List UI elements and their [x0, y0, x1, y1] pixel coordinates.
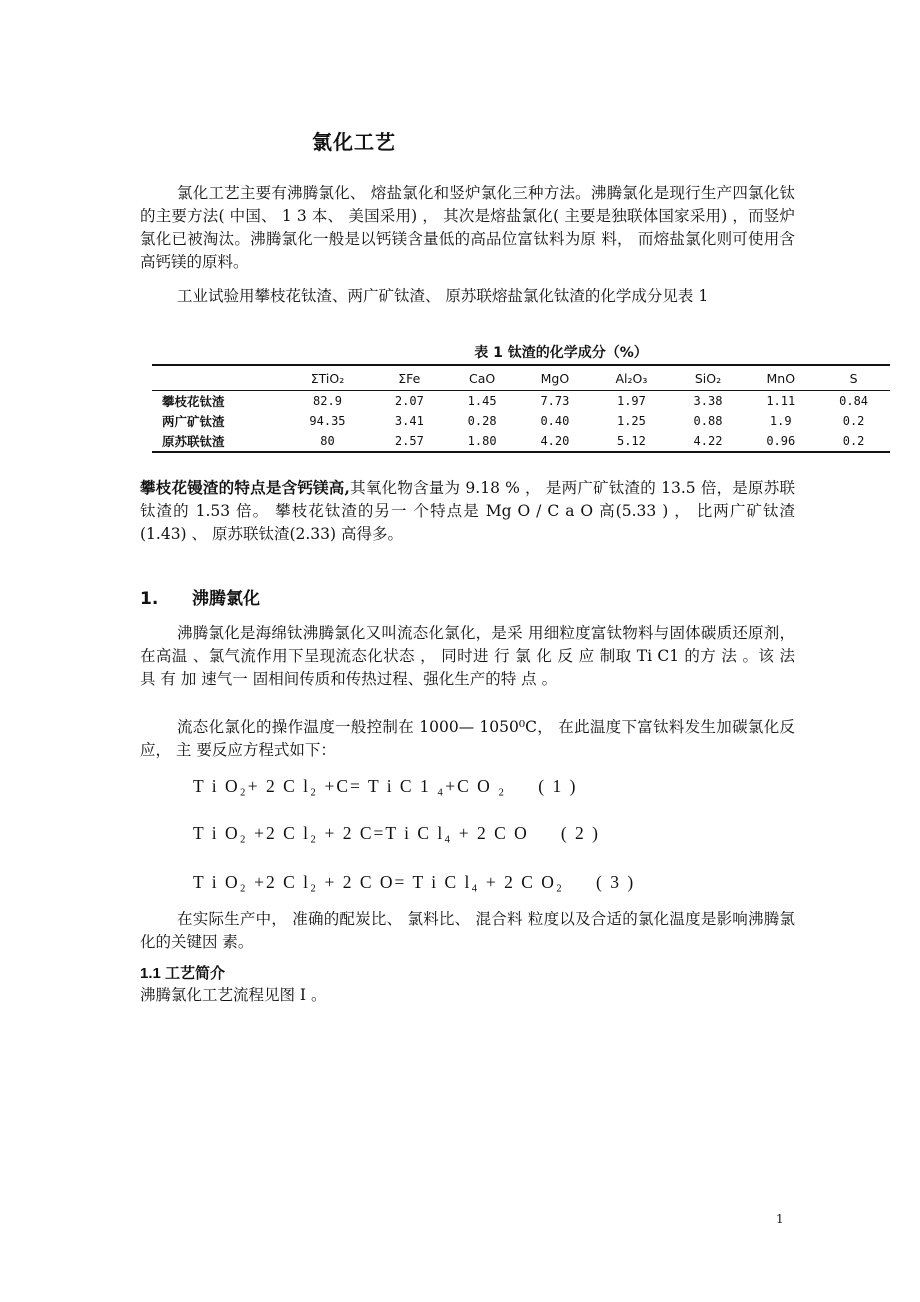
section1-paragraph-1: 沸腾氯化是海绵钛沸腾氯化又叫流态化氯化，是采 用细粒度富钛物料与固体碳质还原剂，在高温 、氯气流作用下呈现流态化状态 ， 同时进 行 氯 化 反 应 制取 Ti C1 的方 法 。该 法 具 有 加 速气一 固相间传质和传热过程、强化生产的特 点 。 — [140, 624, 795, 688]
composition-table — [152, 364, 890, 453]
table-cell: 94.35 — [309, 414, 346, 428]
row-label: 两广矿钛渣 — [162, 414, 225, 429]
table-caption: 表 1 钛渣的化学成分（%） — [474, 345, 648, 361]
table-cell: 4.20 — [540, 434, 570, 448]
table-cell: 80 — [320, 434, 335, 448]
table-cell: 2.57 — [394, 434, 424, 448]
equation-2-body: T i O₂ +2 C l₂ + 2 C=T i C l₄ + 2 C O — [193, 823, 529, 843]
table-header-cell: ΣFe — [398, 370, 421, 386]
section-title: 沸腾氯化 — [192, 589, 260, 609]
equation-3 — [193, 872, 635, 893]
table-cell: 2.07 — [394, 394, 424, 408]
table-row — [152, 411, 890, 431]
section-number: 1. — [140, 589, 159, 609]
table-cell: 1.11 — [766, 394, 796, 408]
page-number: 1 — [776, 1212, 784, 1226]
table-cell: 1.97 — [616, 394, 646, 408]
section-heading — [140, 584, 260, 609]
equation-3-number: ( 3 ) — [596, 872, 636, 892]
paragraph-lead-bold: 攀枝花镘渣的特点是含钙镁高, — [140, 478, 350, 497]
table-row — [152, 391, 890, 412]
table-cell: 0.28 — [467, 414, 497, 428]
table-cell: 1.25 — [616, 414, 646, 428]
paragraph-body: 其氧化物含量为 9.18 % ， 是两广矿钛渣的 13.5 倍，是原苏联钛渣的 1.53 倍。 攀枝花钛渣的另一 个特点是 Mg O / C a O 高(5.33 ) ， 比两广矿钛渣(1.43) 、 原苏联钛渣(2.33) 高得多。 — [140, 479, 795, 543]
table-cell: 0.96 — [766, 434, 796, 448]
table-cell: 0.2 — [842, 414, 865, 428]
table-row — [152, 431, 890, 452]
pangang-slag-paragraph — [140, 476, 795, 546]
table-header-cell — [152, 365, 282, 391]
row-label: 攀枝花钛渣 — [162, 394, 225, 409]
table-cell: 3.38 — [693, 394, 723, 408]
table-cell: 0.40 — [540, 414, 570, 428]
table-cell: 4.22 — [693, 434, 723, 448]
section1-paragraph-3: 在实际生产中， 准确的配炭比、 氯料比、 混合料 粒度以及合适的氯化温度是影响沸腾氯化的关键因 素。 — [140, 910, 795, 951]
table-cell: 1.9 — [769, 414, 792, 428]
table-header-cell: Al₂O₃ — [615, 370, 648, 386]
equation-1-number: ( 1 ) — [538, 776, 578, 796]
equation-3-body: T i O₂ +2 C l₂ + 2 C O= T i C l₄ + 2 C O₂ — [193, 872, 564, 892]
table-header-cell: MnO — [766, 370, 796, 386]
table-header-cell: MgO — [540, 370, 570, 386]
equation-1-body: T i O₂+ 2 C l₂ +C= T i C 1 ₄+C O ₂ — [193, 776, 507, 796]
table-cell: 1.80 — [467, 434, 497, 448]
table-cell: 5.12 — [616, 434, 646, 448]
equation-1 — [193, 776, 577, 797]
composition-table-block — [152, 342, 890, 464]
table-cell: 82.9 — [313, 394, 342, 408]
equation-2 — [193, 823, 600, 844]
table-header-cell: SiO₂ — [694, 370, 722, 386]
subsection-paragraph: 沸腾氯化工艺流程见图 I 。 — [140, 986, 327, 1004]
table-header-row — [152, 365, 890, 391]
equation-2-number: ( 2 ) — [560, 823, 600, 843]
row-label: 原苏联钛渣 — [162, 434, 225, 449]
table-cell: 0.84 — [839, 394, 869, 408]
intro-paragraph-2: 工业试验用攀枝花钛渣、两广矿钛渣、 原苏联熔盐氯化钛渣的化学成分见表 1 — [177, 287, 709, 305]
table-cell: 0.2 — [842, 434, 865, 448]
table-cell: 7.73 — [540, 394, 570, 408]
table-header-cell: S — [849, 370, 858, 386]
table-header-cell: ΣTiO₂ — [310, 370, 345, 386]
table-cell: 1.45 — [467, 394, 497, 408]
subsection-heading: 1.1 工艺简介 — [140, 965, 226, 982]
section1-paragraph-2: 流态化氯化的操作温度一般控制在 1000— 1050⁰C， 在此温度下富钛料发生加碳氯化反应， 主 要反应方程式如下： — [140, 718, 795, 759]
document-title: 氯化工艺 — [312, 130, 396, 154]
table-cell: 0.88 — [693, 414, 723, 428]
table-header-cell: CaO — [469, 370, 496, 386]
intro-paragraph-1: 氯化工艺主要有沸腾氯化、 熔盐氯化和竖炉氯化三种方法。沸腾氯化是现行生产四氯化钛的主要方法( 中国、 1 3 本、 美国采用) ， 其次是熔盐氯化( 主要是独联体国家采用) ，而竖炉氯化已被淘汰。沸腾氯化一般是以钙镁含量低的高品位富钛料为原 料， 而熔盐氯化则可使用含高钙镁的原料。 — [140, 184, 795, 271]
table-cell: 3.41 — [394, 414, 424, 428]
